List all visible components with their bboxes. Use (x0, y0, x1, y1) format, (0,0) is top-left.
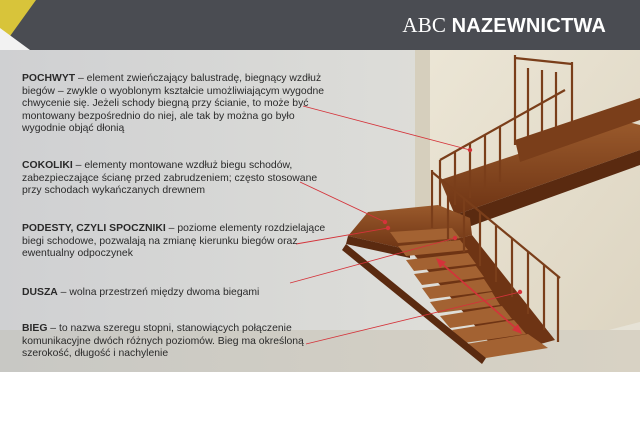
term-description: – elementy montowane wzdłuż biegu schodów, zabezpieczające ścianę przed zabrudzeniem; często stosowane przy schodach wykańczanych drewnem (22, 160, 318, 197)
title-regular: ABC (402, 13, 452, 37)
definition-cokoliki (22, 160, 327, 198)
term-description: – poziome elementy rozdzielające biegi schodowe, pozwalają na zmianę kierunku biegów oraz ewentualny odpoczynek (22, 223, 326, 260)
definition-pochwyt (22, 73, 327, 136)
page-title (402, 13, 606, 38)
definition-podesty (22, 223, 327, 261)
header-bar (0, 0, 640, 50)
term-description: – wolna przestrzeń między dwoma biegami (57, 287, 260, 298)
title-bold: NAZEWNICTWA (451, 15, 606, 37)
definition-dusza (22, 287, 327, 300)
white-corner-accent (0, 28, 30, 50)
term-label: COKOLIKI (22, 160, 73, 171)
term-label: DUSZA (22, 287, 58, 298)
term-label: POCHWYT (22, 73, 76, 84)
term-description: – to nazwa szeregu stopni, stanowiących połączenie komunikacyjne dwóch różnych poziomów. Bieg ma określoną szerokość, długość i nachylenie (22, 323, 304, 360)
definition-bieg (22, 323, 327, 361)
term-label: BIEG (22, 323, 48, 334)
term-label: PODESTY, CZYLI SPOCZNIKI (22, 223, 166, 234)
term-description: – element zwieńczający balustradę, biegnący wzdłuż biegów – zwykle o wyoblonym kształcie umożliwiającym wygodne chwycenie się. Jeżeli schody biegną przy ścianie, to może być montowany bezpośrednio do niej, ale tak by można go było wygodnie objąć dłonią (22, 73, 325, 135)
